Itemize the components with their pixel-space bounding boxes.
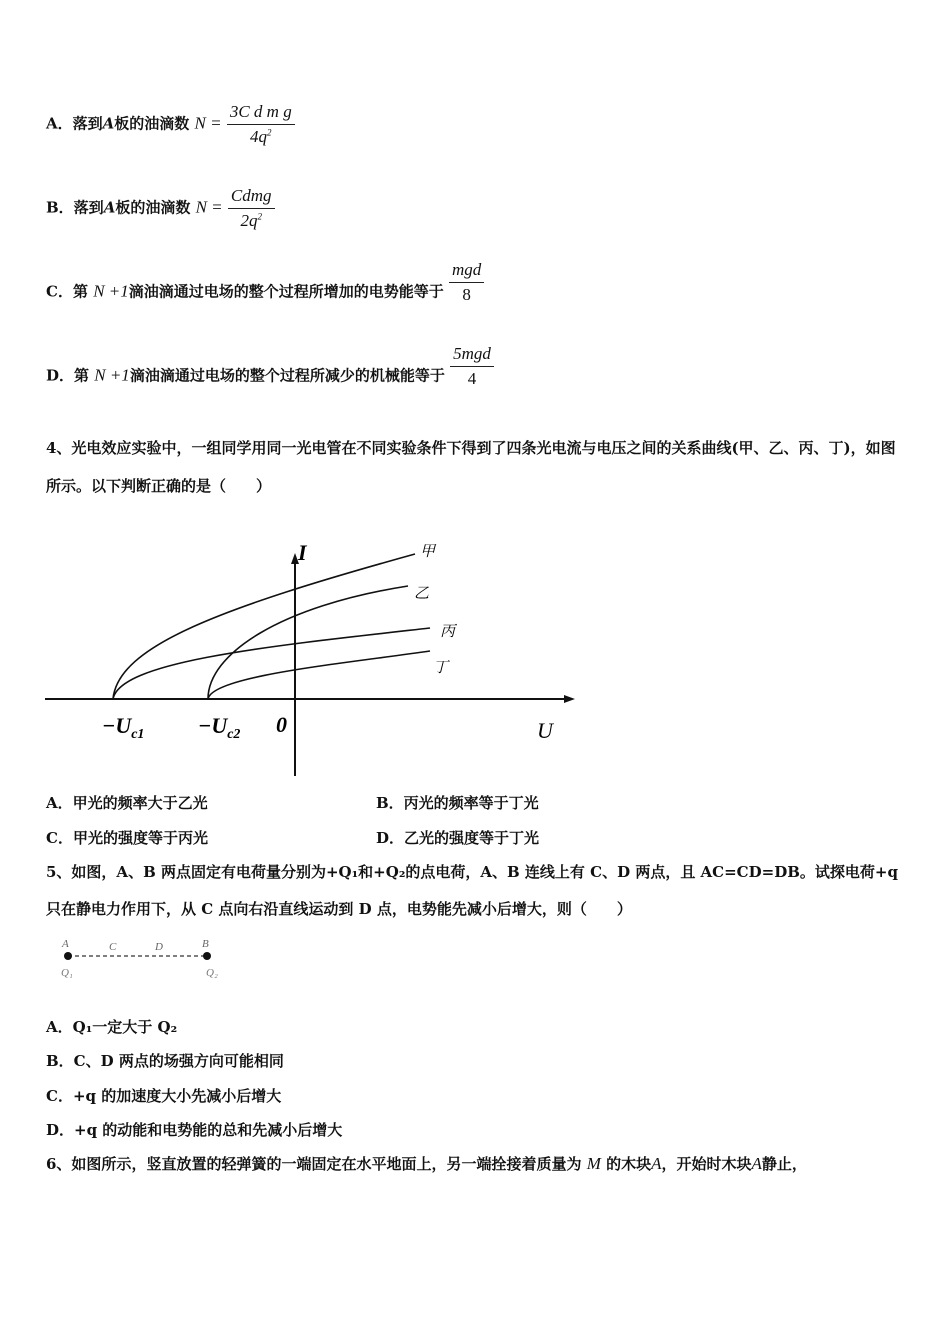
x-axis-label: U (537, 718, 553, 743)
q3-a-fraction: $\frac{\text{3C d m g}}{4q^2}$ (227, 102, 295, 147)
q5-stem-line2: 只在静电力作用下，从 C 点向右沿直线运动到 D 点，电势能先减小后增大，则（ ） (46, 900, 632, 918)
curve-bing (113, 628, 430, 699)
q3-c-fraction: $\frac{\text{mgd}}{8}$ (449, 260, 484, 305)
q4-option-b[interactable]: B．丙光的频率等于丁光 (376, 794, 539, 812)
q4-option-d[interactable]: D．乙光的强度等于丁光 (376, 829, 540, 847)
uc2-label: −U (198, 713, 228, 738)
q4-option-a[interactable]: A．甲光的频率大于乙光 (46, 794, 208, 812)
curve-jia (113, 554, 415, 699)
q6-stem: 6、如图所示，竖直放置的轻弹簧的一端固定在水平地面上，另一端拴接着质量为 M 的木块A，开始时木块A静止， (46, 1154, 807, 1173)
uc1-subscript: c1 (131, 727, 145, 742)
label-q2: Q₂ (206, 967, 218, 979)
label-a: A (62, 938, 69, 950)
curve-label-yi: 乙 (414, 586, 430, 602)
q5-stem-line1: 5、如图，A、B 两点固定有电荷量分别为+Q₁和+Q₂的点电荷，A、B 连线上有 C、D 两点，且 AC=CD=DB。试探电荷+q (46, 863, 898, 881)
label-q1: Q₁ (61, 967, 73, 979)
svg-text:−Uc2 (198, 713, 240, 742)
q5-option-a[interactable]: A．Q₁一定大于 Q₂ (46, 1018, 178, 1036)
x-axis-arrow (564, 695, 575, 703)
point-b-charge (203, 952, 211, 960)
q3-option-a[interactable]: A．落到A板的油滴数 N = $\frac{\text{3C d m g}}{4q^2}$ (46, 102, 295, 147)
label-d: D (155, 941, 163, 953)
q5-option-c[interactable]: C．+q 的加速度大小先减小后增大 (46, 1087, 282, 1105)
curve-label-jia: 甲 (420, 544, 436, 560)
curve-ding (208, 651, 430, 699)
q4-stem: 4、光电效应实验中，一组同学用同一光电管在不同实验条件下得到了四条光电流与电压之间的关系曲线(甲、乙、丙、丁)，如图所示。以下判断正确的是（ ） (46, 439, 896, 495)
q5-option-d[interactable]: D．+q 的动能和电势能的总和先减小后增大 (46, 1121, 343, 1139)
q4-iv-graph (40, 536, 580, 781)
q3-option-b[interactable]: B．落到A板的油滴数 N = $\frac{\text{Cdmg}}{2q^2}$ (46, 186, 275, 231)
q4-option-c[interactable]: C．甲光的强度等于丙光 (46, 829, 208, 847)
q3-d-fraction: $\frac{\text{5mgd}}{4}$ (450, 344, 494, 389)
uc1-label: −U (102, 713, 132, 738)
label-b: B (202, 938, 209, 950)
q3-option-c[interactable]: C．第 N +1滴油滴通过电场的整个过程所增加的电势能等于 $\frac{\text{mgd}}{8}$ (46, 270, 484, 315)
curve-label-bing: 丙 (440, 624, 456, 640)
svg-text:−Uc1 (102, 713, 144, 742)
q5-charge-diagram (55, 934, 235, 982)
y-axis-label: I (298, 540, 307, 565)
origin-label: 0 (276, 712, 287, 737)
point-a-charge (64, 952, 72, 960)
uc2-subscript: c2 (227, 727, 241, 742)
q5-option-b[interactable]: B．C、D 两点的场强方向可能相同 (46, 1052, 284, 1070)
q3-option-d[interactable]: D．第 N +1滴油滴通过电场的整个过程所减少的机械能等于 $\frac{\text{5mgd}}{4}$ (46, 354, 494, 399)
curve-label-ding: 丁 (433, 660, 449, 676)
q3-b-fraction: $\frac{\text{Cdmg}}{2q^2}$ (228, 186, 275, 231)
label-c: C (109, 941, 117, 953)
